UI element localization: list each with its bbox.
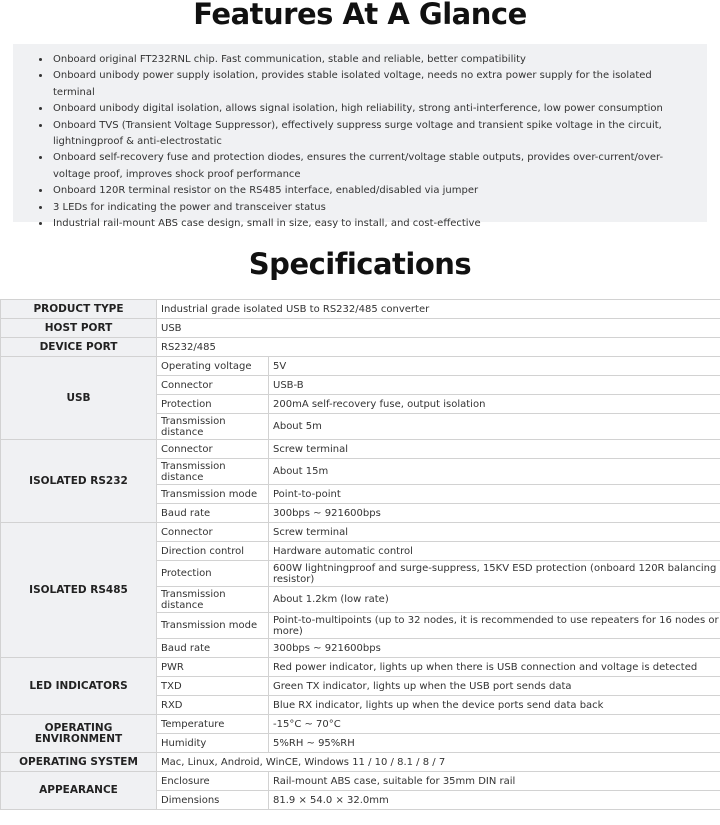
spec-key: Dimensions <box>157 791 269 810</box>
spec-value: Hardware automatic control <box>269 542 720 561</box>
spec-key: Transmission mode <box>157 613 269 639</box>
spec-key: Connector <box>157 523 269 542</box>
spec-value: 600W lightningproof and surge-suppress, 15KV ESD protection (onboard 120R balancing resistor) <box>269 561 720 587</box>
spec-value: About 5m <box>269 414 720 440</box>
table-row <box>1 753 720 772</box>
spec-value: Green TX indicator, lights up when the USB port sends data <box>269 677 720 696</box>
table-row <box>1 319 720 338</box>
features-title: Features At A Glance <box>193 0 527 31</box>
device-port-value: RS232/485 <box>157 338 720 357</box>
feature-item: • 3 LEDs for indicating the power and transceiver status <box>51 200 693 216</box>
spec-key: RXD <box>157 696 269 715</box>
spec-key: Baud rate <box>157 639 269 658</box>
row-header-appearance: APPEARANCE <box>1 772 157 810</box>
spec-key: TXD <box>157 677 269 696</box>
spec-key: Operating voltage <box>157 357 269 376</box>
spec-value: About 1.2km (low rate) <box>269 587 720 613</box>
spec-key: Connector <box>157 376 269 395</box>
spec-value: Point-to-point <box>269 485 720 504</box>
feature-item: • Onboard unibody power supply isolation, provides stable isolated voltage, needs no extra power supply for the isolated terminal <box>51 68 693 101</box>
spec-key: Humidity <box>157 734 269 753</box>
spec-key: Enclosure <box>157 772 269 791</box>
spec-value: 5V <box>269 357 720 376</box>
row-header-operating-environment: OPERATING ENVIRONMENT <box>1 715 157 753</box>
table-row <box>1 658 720 677</box>
spec-key: Connector <box>157 440 269 459</box>
spec-key: Protection <box>157 395 269 414</box>
specifications-title: Specifications <box>248 247 472 281</box>
spec-value: 300bps ~ 921600bps <box>269 504 720 523</box>
table-row <box>1 715 720 734</box>
row-header-operating-system: OPERATING SYSTEM <box>1 753 157 772</box>
features-list <box>35 52 693 232</box>
spec-value: Point-to-multipoints (up to 32 nodes, it is recommended to use repeaters for 16 nodes or more) <box>269 613 720 639</box>
spec-value: Blue RX indicator, lights up when the device ports send data back <box>269 696 720 715</box>
row-header-led-indicators: LED INDICATORS <box>1 658 157 715</box>
spec-key: Transmission distance <box>157 414 269 440</box>
row-header-product-type: PRODUCT TYPE <box>1 300 157 319</box>
spec-value: -15°C ~ 70°C <box>269 715 720 734</box>
spec-key: Protection <box>157 561 269 587</box>
spec-key: Transmission mode <box>157 485 269 504</box>
row-header-device-port: DEVICE PORT <box>1 338 157 357</box>
spec-key: Direction control <box>157 542 269 561</box>
feature-item: • Onboard TVS (Transient Voltage Suppressor), effectively suppress surge voltage and transient spike voltage in the circuit, lightningproof & anti-electrostatic <box>51 118 693 151</box>
spec-value: Screw terminal <box>269 523 720 542</box>
table-row <box>1 523 720 542</box>
spec-key: Transmission distance <box>157 587 269 613</box>
spec-value: Rail-mount ABS case, suitable for 35mm DIN rail <box>269 772 720 791</box>
product-type-value: Industrial grade isolated USB to RS232/485 converter <box>157 300 720 319</box>
table-row <box>1 357 720 376</box>
spec-value: 5%RH ~ 95%RH <box>269 734 720 753</box>
spec-value: 200mA self-recovery fuse, output isolation <box>269 395 720 414</box>
spec-key: Temperature <box>157 715 269 734</box>
feature-item: • Onboard unibody digital isolation, allows signal isolation, high reliability, strong anti-interference, low power consumption <box>51 101 693 117</box>
row-header-host-port: HOST PORT <box>1 319 157 338</box>
row-header-isolated-rs485: ISOLATED RS485 <box>1 523 157 658</box>
spec-key: PWR <box>157 658 269 677</box>
feature-item: • Onboard 120R terminal resistor on the RS485 interface, enabled/disabled via jumper <box>51 183 693 199</box>
table-row <box>1 772 720 791</box>
feature-item: • Onboard original FT232RNL chip. Fast communication, stable and reliable, better compatibility <box>51 52 693 68</box>
table-row <box>1 300 720 319</box>
spec-key: Transmission distance <box>157 459 269 485</box>
host-port-value: USB <box>157 319 720 338</box>
spec-value: Screw terminal <box>269 440 720 459</box>
row-header-isolated-rs232: ISOLATED RS232 <box>1 440 157 523</box>
spec-value: About 15m <box>269 459 720 485</box>
row-header-usb: USB <box>1 357 157 440</box>
specifications-table <box>0 299 720 810</box>
features-list-box <box>13 44 707 230</box>
spec-value: Red power indicator, lights up when there is USB connection and voltage is detected <box>269 658 720 677</box>
feature-item: • Onboard self-recovery fuse and protection diodes, ensures the current/voltage stable outputs, provides over-current/over-voltage proof, improves shock proof performance <box>51 150 693 183</box>
spec-value: 81.9 × 54.0 × 32.0mm <box>269 791 720 810</box>
spec-key: Baud rate <box>157 504 269 523</box>
spec-value: USB-B <box>269 376 720 395</box>
feature-item: • Industrial rail-mount ABS case design, small in size, easy to install, and cost-effective <box>51 216 693 232</box>
table-row <box>1 338 720 357</box>
operating-system-value: Mac, Linux, Android, WinCE, Windows 11 / 10 / 8.1 / 8 / 7 <box>157 753 720 772</box>
table-row <box>1 440 720 459</box>
spec-value: 300bps ~ 921600bps <box>269 639 720 658</box>
